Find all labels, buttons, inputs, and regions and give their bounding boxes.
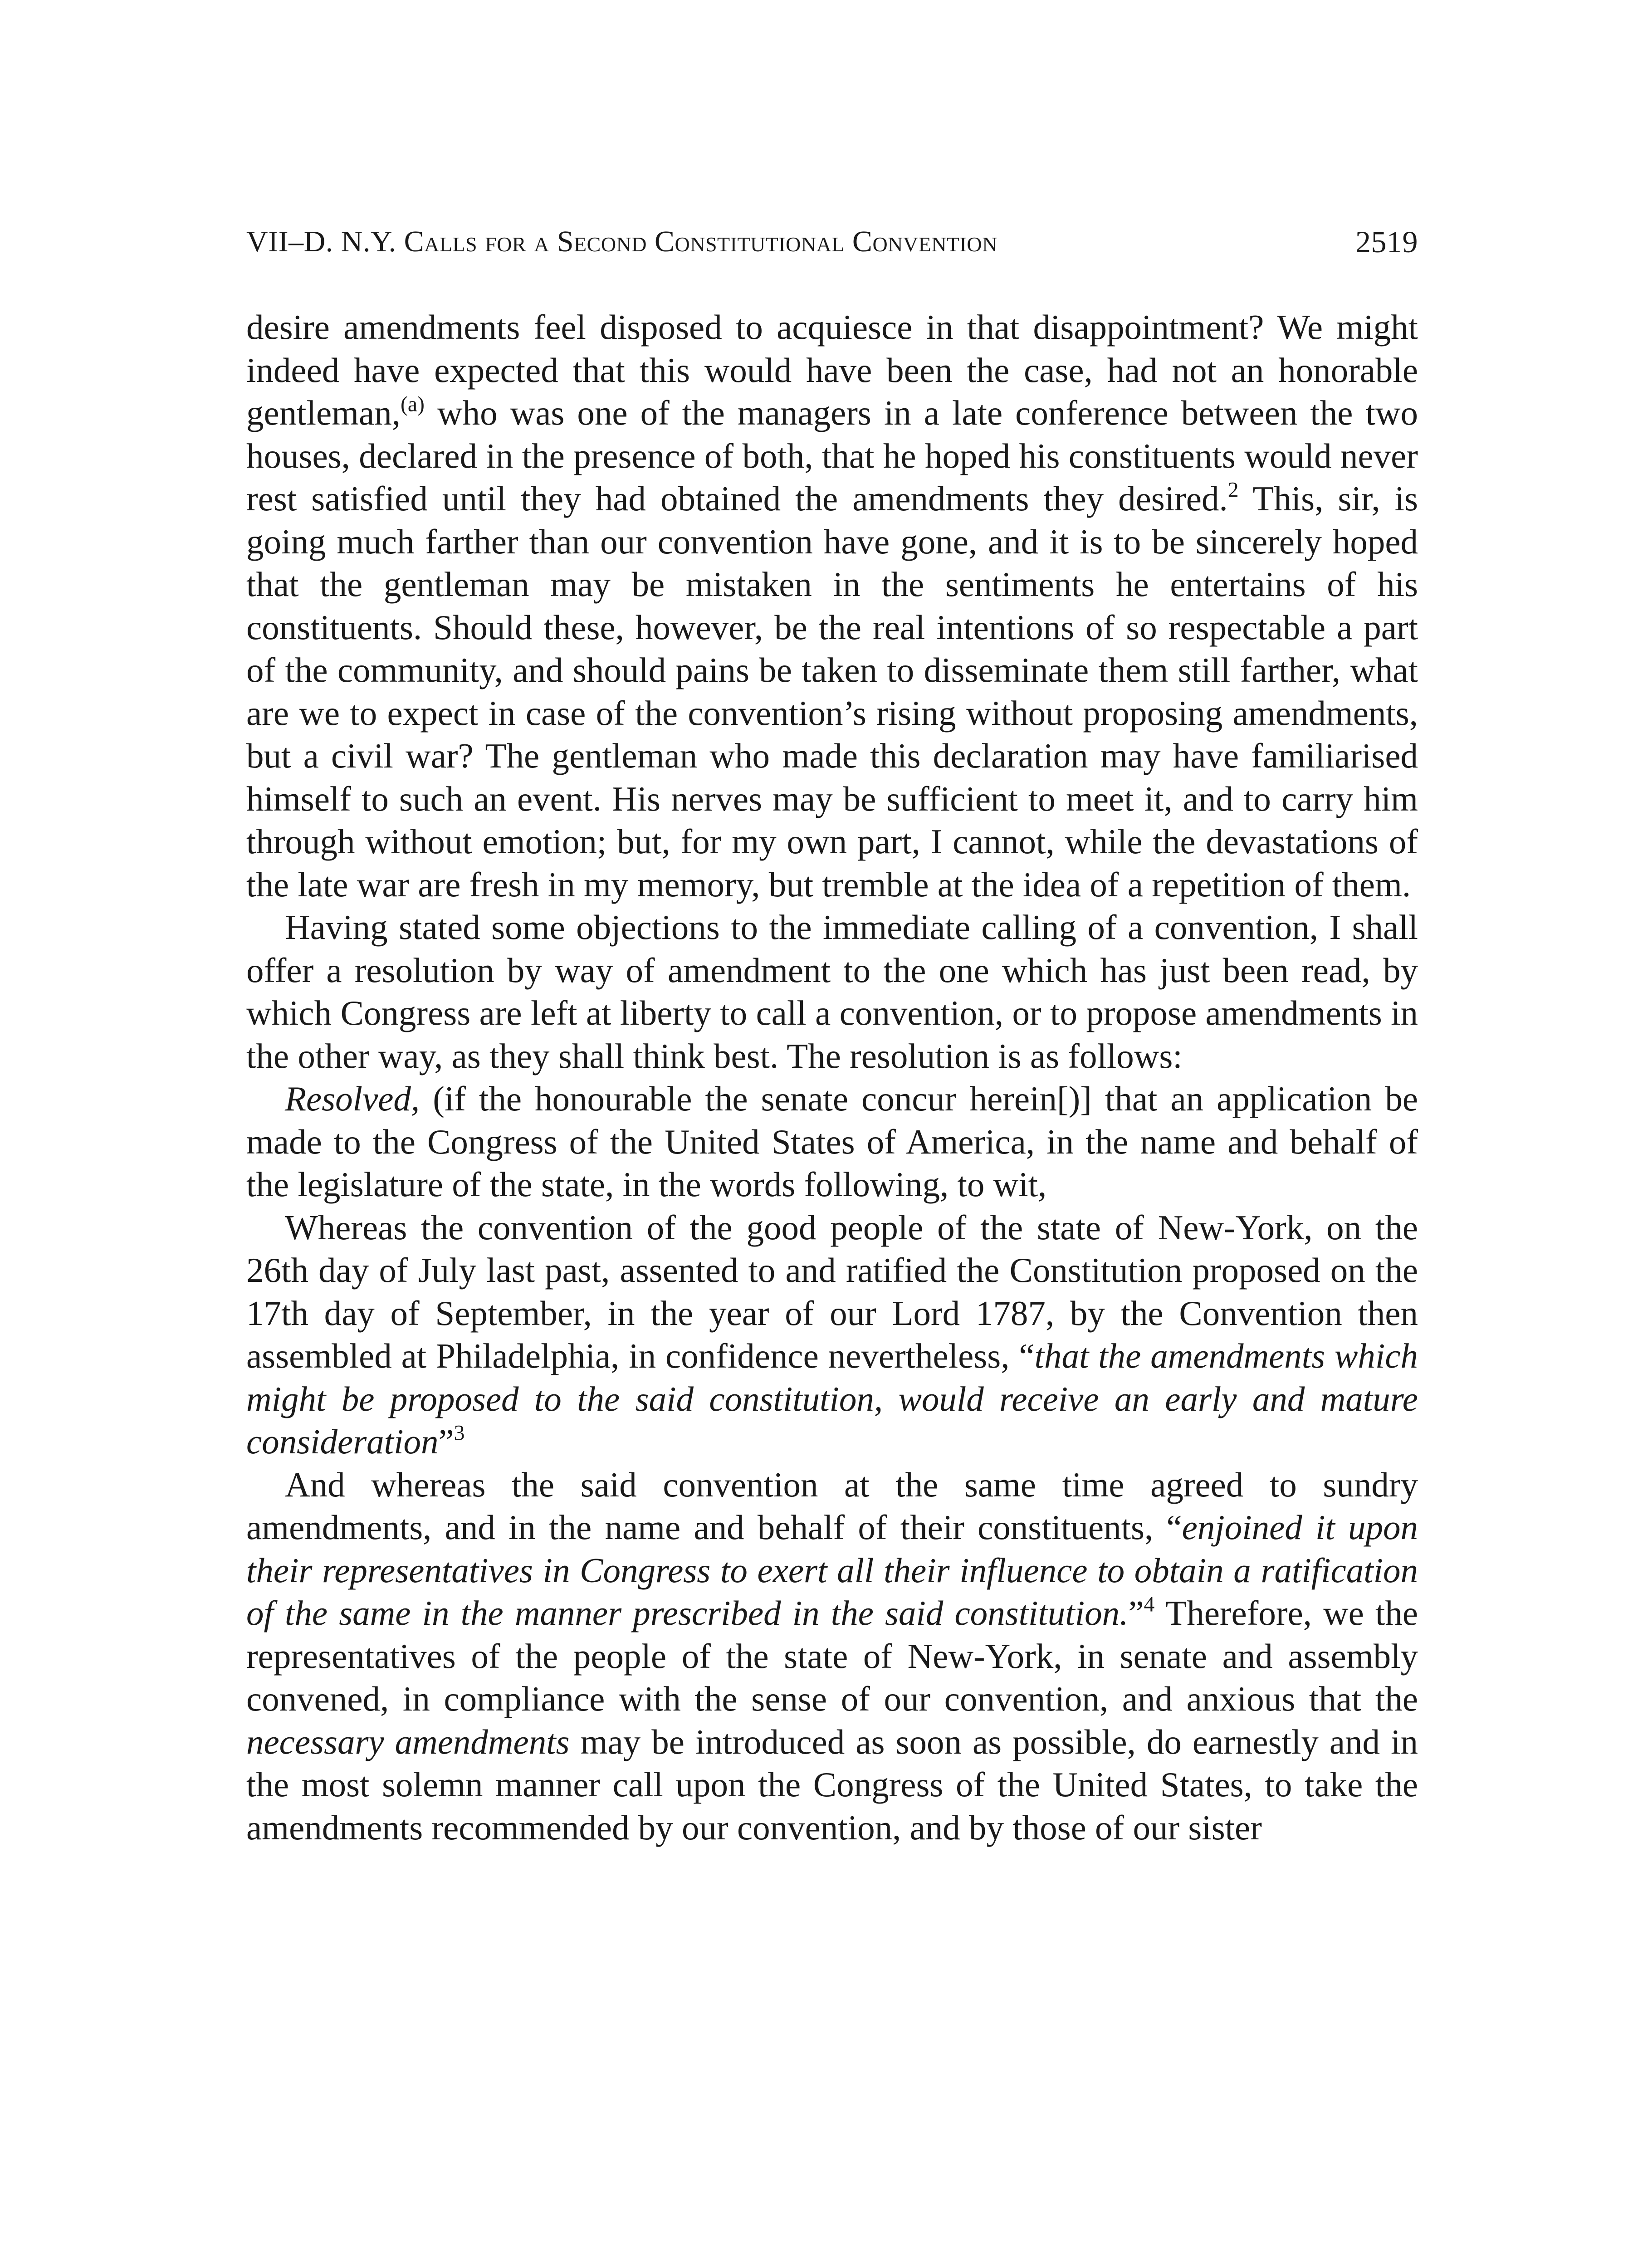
paragraph — [246, 906, 1418, 1077]
italic-text: that the amendments which might be proposed to the said constitution, would receive an early and mature consideration — [246, 1336, 1418, 1461]
text-run: Whereas the convention of the good people of the state of New-York, on the 26th day of July last past, assented to and ratified the Constitution proposed on the 17th day of September, in the year of our Lord 1787, by the Convention then assembled at Philadelphia, in confidence nevertheless, “ — [246, 1207, 1418, 1375]
text-run: Therefore, we the representatives of the people of the state of New-York, in senate and assembly convened, in compliance with the sense of our convention, and anxious that the — [246, 1593, 1418, 1718]
text-run: ” — [438, 1422, 454, 1461]
text-run: desire amendments feel disposed to acquiesce in that disappointment? We might indeed have expected that this would have been the case, had not an honorable gentleman, — [246, 308, 1418, 432]
footnote-marker: 4 — [1144, 1592, 1155, 1617]
running-header-title: VII–D. N.Y. Calls for a Second Constitutional Convention — [246, 225, 997, 258]
italic-text: enjoined it upon their representatives in Congress to exert all their influence to obtain a ratification of the same in the manner prescribed in the said constitution. — [246, 1508, 1418, 1633]
paragraph — [246, 1206, 1418, 1463]
text-run: who was one of the managers in a late conference between the two houses, declared in the presence of both, that he hoped his constituents would never rest satisfied until they had obtained the amendments they desired. — [246, 393, 1418, 518]
text-run: (if the honourable the senate concur herein[)] that an application be made to the Congress of the United States of America, in the name and behalf of the legislature of the state, in the words following, to wit, — [246, 1079, 1418, 1204]
text-run: ” — [1128, 1593, 1144, 1633]
footnote-marker: 2 — [1227, 478, 1239, 502]
text-run: may be introduced as soon as possible, do earnestly and in the most solemn manner call upon the Congress of the United States, to take the amendments recommended by our convention, and by those of our sister — [246, 1722, 1418, 1847]
italic-text: Resolved, — [285, 1079, 420, 1118]
body-text — [246, 306, 1418, 1849]
footnote-marker: (a) — [400, 392, 425, 416]
italic-text: necessary amendments — [246, 1722, 570, 1761]
paragraph — [246, 306, 1418, 906]
paragraph — [246, 1077, 1418, 1206]
text-run: Having stated some objections to the immediate calling of a convention, I shall offer a resolution by way of amendment to the one which has just been read, by which Congress are left at liberty to call a convention, or to propose amendments in the other way, as they shall think best. The resolution is as follows: — [246, 908, 1418, 1075]
running-header — [246, 221, 1418, 262]
page-number: 2519 — [1355, 225, 1418, 259]
footnote-marker: 3 — [454, 1421, 465, 1445]
text-run: This, sir, is going much farther than our convention have gone, and it is to be sincerely hoped that the gentleman may be mistaken in the sentiments he entertains of his constituents. Should these, however, be the real intentions of so respectable a part of the community, and should pains be taken to disseminate them still farther, what are we to expect in case of the convention’s rising without proposing amendments, but a civil war? The gentleman who made this declaration may have familiarised himself to such an event. His nerves may be sufficient to meet it, and to carry him through without emotion; but, for my own part, I cannot, while the devastations of the late war are fresh in my memory, but tremble at the idea of a repetition of them. — [246, 479, 1418, 904]
text-run: And whereas the said convention at the same time agreed to sundry amendments, and in the name and behalf of their constituents, “ — [246, 1465, 1418, 1547]
paragraph — [246, 1463, 1418, 1849]
